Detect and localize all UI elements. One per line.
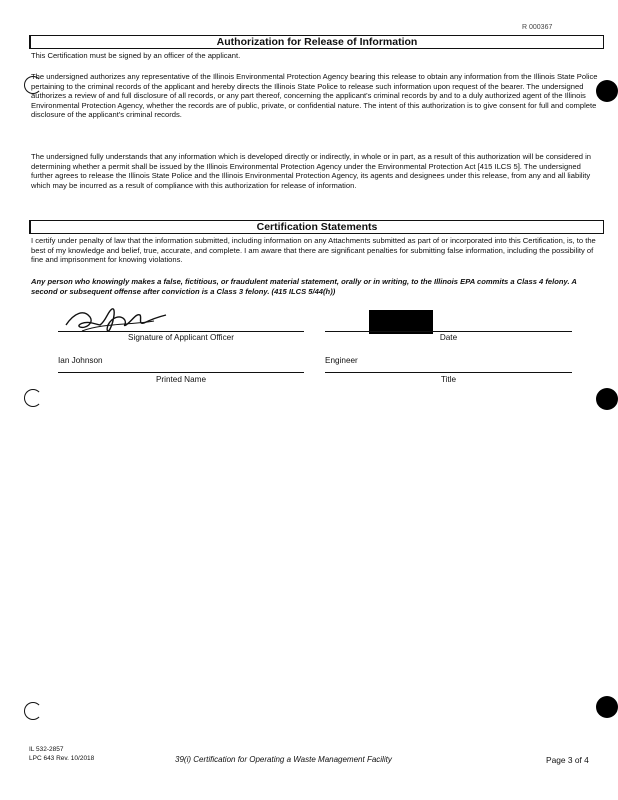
form-revision: LPC 643 Rev. 10/2018: [29, 755, 95, 762]
printed-name-line: [58, 372, 304, 373]
title-line: [325, 372, 572, 373]
form-number: IL 532-2857: [29, 746, 64, 753]
certification-heading: Certification Statements: [29, 220, 604, 234]
authorization-note: This Certification must be signed by an officer of the applicant.: [31, 51, 241, 60]
punch-hole-bottom: [596, 696, 618, 718]
date-line: [325, 331, 572, 332]
signature-label: Signature of Applicant Officer: [128, 333, 234, 342]
signature-line: [58, 331, 304, 332]
punch-hole-middle: [596, 388, 618, 410]
document-id: R 000367: [522, 24, 553, 31]
date-label: Date: [439, 333, 458, 342]
authorization-paragraph-2: The undersigned fully understands that any information which is developed directly or indirectly, in whole or in part, as a result of this authorization will be considered in determining whether a permit shall be issued by the Illinois Environmental Protection Agency under the Environmental Protection Act [415 ILCS 5]. The undersigned further agrees to release the Illinois State Police and the Illinois Environmental Protection Agency, its agents and designees under this release, from any and all liability which may be incurred as a result of compliance with this authorization for release of information.: [31, 152, 591, 190]
title-value: Engineer: [325, 356, 358, 365]
printed-name-value: Ian Johnson: [58, 356, 103, 365]
punch-arc-top: [24, 76, 42, 94]
punch-arc-middle: [24, 389, 42, 407]
punch-hole-top: [596, 80, 618, 102]
punch-arc-bottom: [24, 702, 42, 720]
authorization-paragraph-1: The undersigned authorizes any representative of the Illinois Environmental Protection Agency bearing this release to obtain any information from the Illinois State Police pertaining to the criminal records of the applicant and hereby directs the Illinois State Police to release such information upon request of the bearer. The undersigned authorizes a review of and full disclosure of all records, or any part thereof, concerning the applicant's criminal records by and to a duly authorized agent of the Illinois Environmental Protection Agency, whether the records are of public, private, or confidential nature. The intent of this authorization is to give consent for full and complete disclosure of the applicant's criminal records.: [31, 72, 598, 120]
felony-warning: Any person who knowingly makes a false, fictitious, or fraudulent material statement, orally or in writing, to the Illinois EPA commits a Class 4 felony. A second or subsequent offense after conviction is a Class 3 felony. (415 ILCS 5/44(h)): [31, 277, 577, 296]
authorization-heading: Authorization for Release of Information: [29, 35, 604, 49]
title-label: Title: [440, 375, 457, 384]
printed-name-label: Printed Name: [155, 375, 207, 384]
page-number: Page 3 of 4: [546, 755, 589, 765]
certification-statement: I certify under penalty of law that the information submitted, including information on any Attachments submitted as part of or incorporated into this Certification, is, to the best of my knowledge and belief, true, accurate, and complete. I am aware that there are significant penalties for submitting false information, including the possibility of fine and imprisonment for knowing violations.: [31, 236, 596, 265]
form-title: 39(i) Certification for Operating a Waste Management Facility: [175, 755, 392, 764]
